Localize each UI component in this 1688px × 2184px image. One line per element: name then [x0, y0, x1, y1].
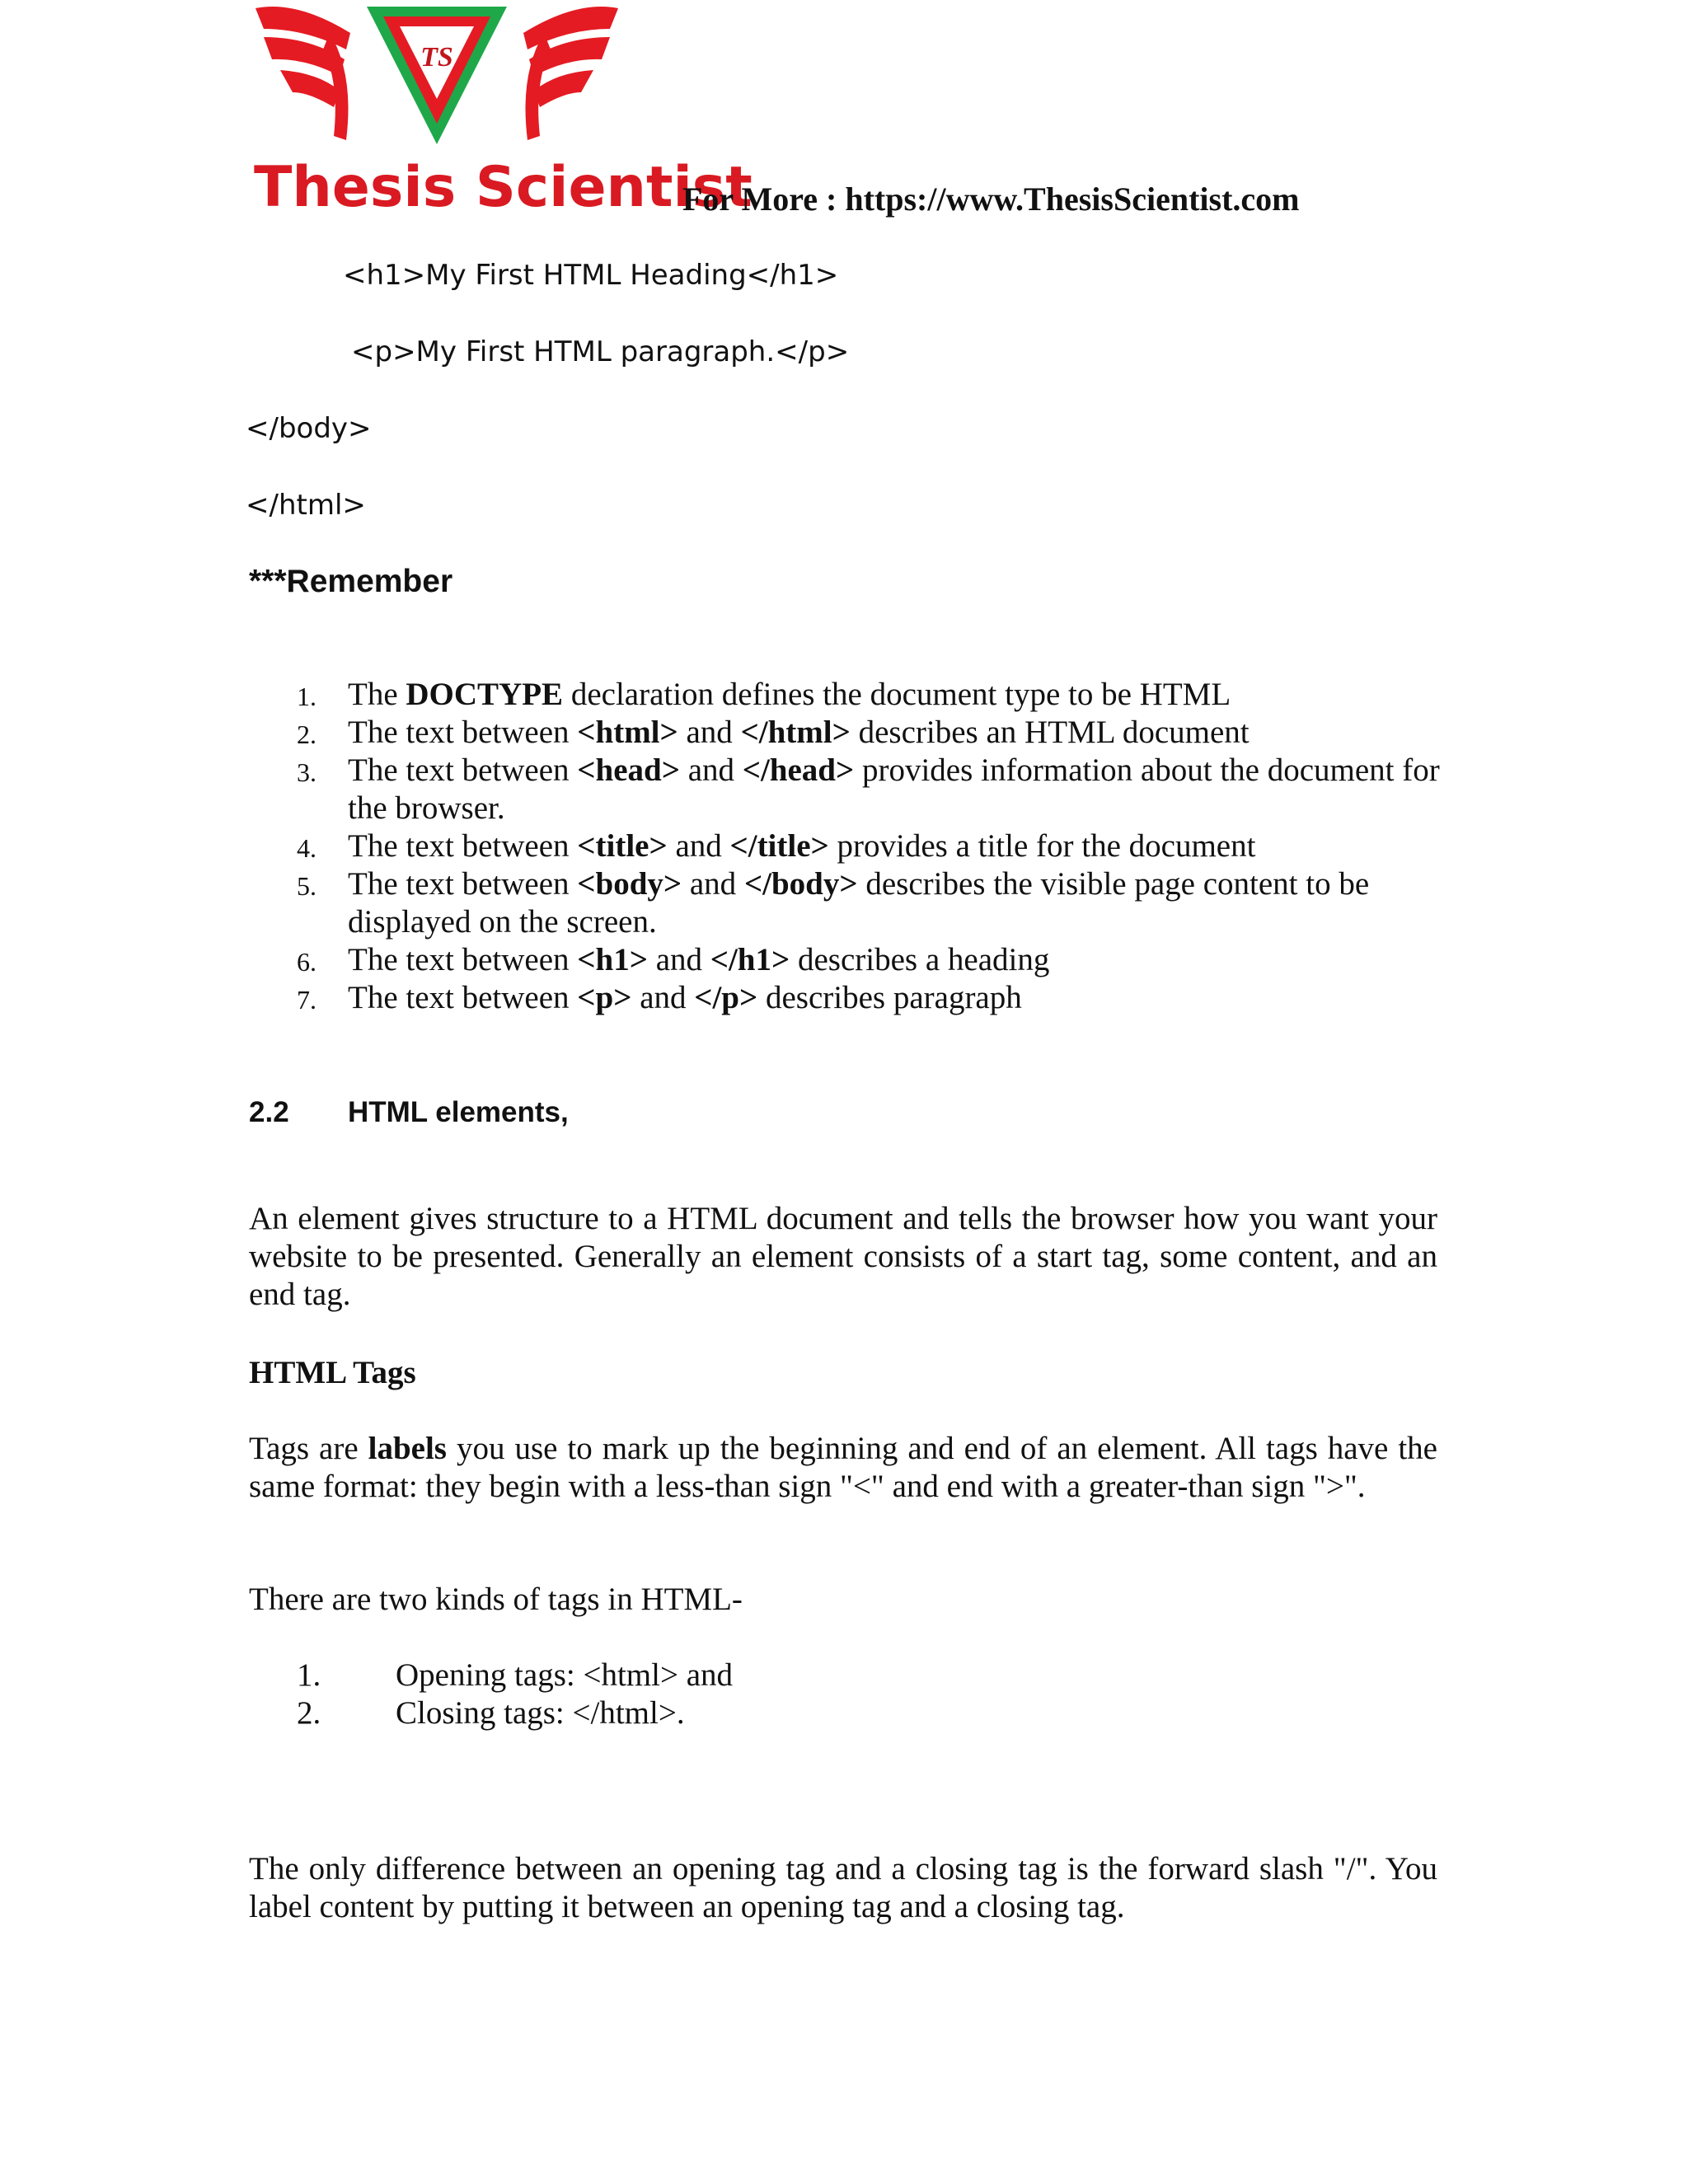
item-text: The text between [348, 866, 578, 902]
item-text: The text between [348, 752, 578, 788]
item-text: Opening tags: <html> and [396, 1657, 734, 1693]
para-bold: labels [368, 1431, 447, 1466]
item-text: provides information about the document for the browser. [348, 752, 1440, 826]
list-number: 2. [297, 1695, 321, 1731]
list-number: 1. [297, 682, 316, 711]
item-text: describes paragraph [757, 980, 1022, 1015]
section-number: 2.2 [249, 1096, 289, 1128]
item-text: provides a title for the document [828, 828, 1256, 864]
item-text: and [679, 752, 743, 788]
paragraph-two-kinds: There are two kinds of tags in HTML- [249, 1582, 743, 1617]
list-number: 3. [297, 757, 316, 787]
list-number: 7. [297, 985, 316, 1015]
item-text: Closing tags: </html>. [396, 1695, 685, 1731]
list-number: 6. [297, 947, 316, 977]
list-item [247, 979, 1451, 1017]
item-bold: </h1> [710, 942, 790, 977]
paragraph-element-intro: An element gives structure to a HTML document and tells the browser how you want your website to be presented. Generally an element consists of a start tag, some content, and an end tag. [249, 1201, 1437, 1312]
item-bold: <head> [577, 752, 680, 788]
item-bold: </head> [742, 752, 855, 788]
item-text: The text between [348, 980, 578, 1015]
item-bold: <title> [577, 828, 668, 864]
item-text: The text between [348, 828, 578, 864]
item-bold: DOCTYPE [406, 677, 564, 712]
list-item [247, 752, 1451, 827]
para-text: you use to mark up the beginning and end of an element. All tags have the same format: they begin with a less-than sign "<" and end with a greater-than sign ">". [249, 1431, 1437, 1504]
remember-heading: ***Remember [249, 564, 453, 599]
item-text: describes a heading [790, 942, 1050, 977]
item-bold: <p> [577, 980, 632, 1015]
item-text: and [647, 942, 710, 977]
paragraph-tags [249, 1430, 1437, 1506]
list-item [247, 865, 1451, 941]
item-bold: <body> [577, 866, 682, 902]
code-line-h1: <h1>My First HTML Heading</h1> [343, 259, 839, 292]
thesis-scientist-logo [247, 0, 753, 223]
item-bold: </body> [743, 866, 858, 902]
code-line-p: <p>My First HTML paragraph.</p> [351, 335, 850, 368]
item-text: declaration defines the document type to be HTML [563, 677, 1231, 712]
code-line-html-close: </html> [246, 489, 366, 522]
list-number: 1. [297, 1657, 321, 1693]
list-item [247, 941, 1451, 979]
logo-text: Thesis Scientist [254, 155, 753, 220]
item-text: describes an HTML document [850, 715, 1250, 750]
item-bold: <h1> [577, 942, 648, 977]
item-bold: <html> [577, 715, 678, 750]
list-number: 2. [297, 719, 316, 749]
item-text: and [667, 828, 730, 864]
para-text: Tags are [249, 1431, 368, 1466]
list-number: 4. [297, 833, 316, 863]
item-text: The [348, 677, 406, 712]
remember-list [247, 676, 1451, 1017]
item-text: The text between [348, 942, 578, 977]
paragraph-difference: The only difference between an opening tag and a closing tag is the forward slash "/". You label content by putting it between an opening tag and a closing tag. [249, 1851, 1437, 1924]
item-text: and [678, 715, 741, 750]
item-bold: </html> [740, 715, 851, 750]
section-title: HTML elements, [348, 1096, 569, 1128]
list-number: 5. [297, 871, 316, 901]
list-item [247, 676, 1451, 714]
code-line-body-close: </body> [246, 412, 372, 445]
item-text: describes the visible page content to be displayed on the screen. [348, 866, 1370, 940]
item-bold: </title> [729, 828, 829, 864]
item-text: and [682, 866, 744, 902]
list-item [247, 714, 1451, 752]
svg-text:TS: TS [420, 42, 453, 73]
header-website-link[interactable]: For More : https://www.ThesisScientist.com [682, 180, 1300, 218]
html-tags-heading: HTML Tags [249, 1355, 416, 1390]
item-text: and [631, 980, 695, 1015]
list-item [247, 827, 1451, 865]
item-bold: </p> [694, 980, 758, 1015]
item-text: The text between [348, 715, 578, 750]
